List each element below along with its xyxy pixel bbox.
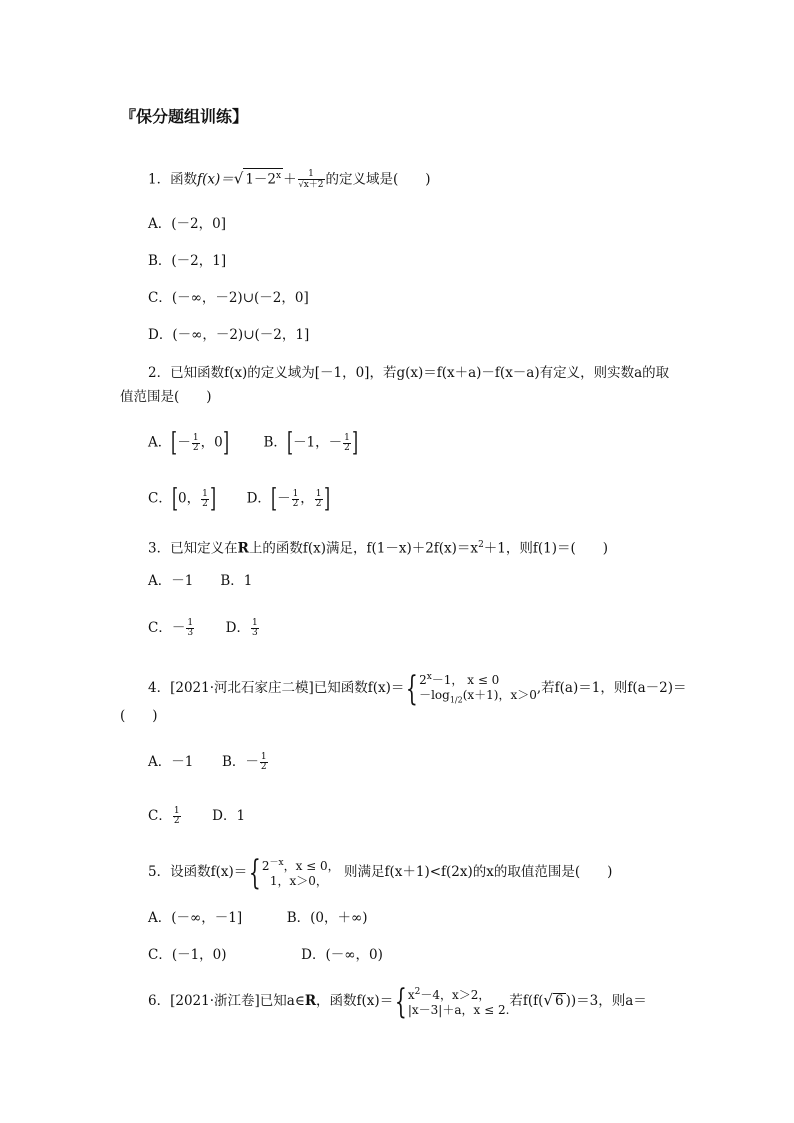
q2-d-num1: 1 xyxy=(292,488,299,499)
q2-a-fraction xyxy=(192,434,200,453)
q5-p1-exp: －x xyxy=(269,858,284,868)
question-1-stem xyxy=(148,168,431,190)
q5-p1-tail: ，x ≤ 0， xyxy=(283,859,340,873)
q2-d-label: D． xyxy=(246,490,271,507)
q1-radicand-text: 1－2 xyxy=(245,171,276,188)
q4-c-fraction xyxy=(173,807,181,826)
q6-p1-exp: 2 xyxy=(414,987,421,997)
q5-piece-2: 1，x＞0， xyxy=(269,874,328,888)
q6-p1-tail: －4，x＞2， xyxy=(420,988,491,1002)
q2-b-den: 2 xyxy=(344,442,350,453)
q6-real-set: R xyxy=(304,993,317,1009)
q6-tail-a: 若f(f( xyxy=(509,993,544,1009)
q6-tail-b: ))＝3，则a＝ xyxy=(565,993,647,1009)
left-bracket: [ xyxy=(171,484,178,514)
q5-p1-base: 2 xyxy=(261,859,270,873)
q1-text-a: 函数 xyxy=(170,171,198,188)
q5-piece-1 xyxy=(262,856,340,874)
q4-c-num: 1 xyxy=(173,806,180,816)
q2-d-fraction-1 xyxy=(292,490,300,509)
q3-c-den: 3 xyxy=(187,628,194,638)
q5-tail: 则满足f(x＋1)<f(2x)的x的取值范围是( ) xyxy=(343,864,613,880)
right-bracket: ] xyxy=(222,428,229,458)
q5-option-c: C．(－1，0) xyxy=(148,947,227,963)
q1-option-d: D．(－∞，－2)∪(－2，1] xyxy=(148,327,310,343)
q3-real-set: R xyxy=(237,540,249,557)
q4-options-cd xyxy=(148,806,245,826)
q4-options-ab xyxy=(148,752,269,772)
q4-p1-base: 2 xyxy=(419,673,427,687)
q2-c-head: 0， xyxy=(178,490,201,507)
q1-frac-num: 1 xyxy=(308,169,314,179)
q1-radicand xyxy=(243,168,283,187)
q5-options-ab xyxy=(148,908,368,928)
q2-d-den2: 2 xyxy=(315,498,322,509)
q4-b-den: 2 xyxy=(260,762,267,772)
sqrt-symbol: √ xyxy=(543,991,553,1009)
q4-piecewise xyxy=(419,670,537,707)
q6-head: 6．[2021·浙江卷]已知a∈ xyxy=(148,993,305,1009)
piecewise-brace: { xyxy=(249,852,262,893)
q2-a-num: 1 xyxy=(192,432,199,443)
q4-piece-2 xyxy=(419,688,537,707)
q4-b-fraction xyxy=(260,753,268,772)
q5-option-a: A．(－∞，－1] xyxy=(148,910,243,926)
q4-c-den: 2 xyxy=(173,816,180,826)
piecewise-brace: { xyxy=(395,981,407,1022)
q2-d-sep: ， xyxy=(300,490,314,507)
right-bracket: ] xyxy=(209,484,216,514)
q3-d-den: 3 xyxy=(252,628,258,638)
q1-text-b: 的定义域是( ) xyxy=(325,171,431,188)
q4-piece-1 xyxy=(419,670,537,688)
right-bracket: ] xyxy=(323,484,330,514)
q5-stem xyxy=(148,852,613,893)
q4-p1-exp: x xyxy=(426,672,432,682)
q3-d-fraction xyxy=(251,619,259,638)
q2-b-fraction xyxy=(343,434,351,453)
q6-mid: ，函数f(x)＝ xyxy=(316,993,394,1009)
q4-b-label: B．－ xyxy=(221,754,259,770)
q1-fraction xyxy=(298,170,325,190)
q6-piece-2: |x－3|＋a，x ≤ 2. xyxy=(407,1003,510,1017)
right-bracket: ] xyxy=(351,428,359,458)
q1-frac-den: √x＋2 xyxy=(298,180,324,190)
q2-b-label: B． xyxy=(263,434,287,451)
left-bracket: [ xyxy=(286,428,294,458)
q4-stem xyxy=(148,670,687,707)
q3-d-label: D． xyxy=(225,620,250,636)
q5-head: 5．设函数f(x)＝ xyxy=(148,864,248,880)
q2-b-num: 1 xyxy=(344,432,350,443)
q2-a-tail: ，0 xyxy=(200,434,223,451)
q2-options-cd xyxy=(148,486,330,512)
q3-tail-a: 上的函数f(x)满足，f(1－x)＋2f(x)＝x xyxy=(248,540,479,557)
q3-c-num: 1 xyxy=(187,618,194,628)
q5-options-cd xyxy=(148,945,383,965)
q2-c-num: 1 xyxy=(202,488,208,499)
sqrt-symbol: √ xyxy=(233,169,244,188)
q4-b-num: 1 xyxy=(260,752,267,762)
q2-d-fraction-2 xyxy=(315,490,323,509)
q5-piecewise xyxy=(262,856,340,889)
q1-option-a: A．(－2，0] xyxy=(148,216,226,232)
q2-a-label: A． xyxy=(148,434,172,451)
q1-plus: ＋ xyxy=(283,171,297,188)
q4-p1-tail: －1， x ≤ 0 xyxy=(431,673,500,687)
q5-option-b: B．(0，＋∞) xyxy=(286,910,368,926)
q1-number: 1． xyxy=(148,171,171,188)
q2-b-head: －1，－ xyxy=(293,434,343,451)
q6-stem xyxy=(148,981,647,1022)
q1-option-b: B．(－2，1] xyxy=(148,253,227,269)
q4-c-label: C． xyxy=(148,808,172,824)
q4-p2-log: －log xyxy=(419,688,450,702)
q1-exponent: x xyxy=(276,171,282,181)
q3-tail-b: ＋1，则f(1)＝( ) xyxy=(483,540,609,557)
q2-a-neg: － xyxy=(177,434,191,451)
q2-a-den: 2 xyxy=(192,442,199,453)
section-title: 『保分题组训练】 xyxy=(120,107,249,126)
q2-options-ab xyxy=(148,430,358,456)
q6-piece-1 xyxy=(408,985,510,1003)
q4-option-a: A．－1 xyxy=(148,754,194,770)
q1-function: f(x)＝ xyxy=(197,171,234,188)
q2-c-fraction xyxy=(201,490,209,509)
q5-option-d: D．(－∞，0) xyxy=(301,947,383,963)
q3-d-num: 1 xyxy=(252,618,258,628)
q1-option-c: C．(－∞，－2)∪(－2，0] xyxy=(148,290,309,306)
q6-p1-base: x xyxy=(407,988,415,1002)
q4-p2-base: 1/2 xyxy=(449,695,463,705)
q4-tail: ,若f(a)＝1，则f(a－2)＝ xyxy=(536,680,687,697)
q2-d-num2: 1 xyxy=(315,488,322,499)
q2-d-neg: － xyxy=(277,490,291,507)
q3-options-ab: A．－1 B．1 xyxy=(148,573,253,589)
q3-square: 2 xyxy=(478,540,484,550)
q1-frac-den-text: x＋2 xyxy=(303,180,324,190)
q4-stem-line2: ( ) xyxy=(120,708,158,724)
q3-c-label: C．－ xyxy=(148,620,186,636)
q3-stem xyxy=(148,535,608,559)
q3-options-cd xyxy=(148,618,260,638)
q2-stem-line2: 值范围是( ) xyxy=(120,389,212,405)
q3-c-fraction xyxy=(186,619,194,638)
q4-p2-tail: (x＋1)，x＞0 xyxy=(462,688,537,702)
q2-d-den1: 2 xyxy=(292,498,299,509)
q6-piecewise xyxy=(408,985,510,1018)
left-bracket: [ xyxy=(171,428,178,458)
q6-sqrt-value: 6 xyxy=(554,993,564,1009)
q4-option-d: D．1 xyxy=(212,808,246,824)
left-bracket: [ xyxy=(270,484,278,514)
q2-c-label: C． xyxy=(148,490,172,507)
q2-stem-line1: 2．已知函数f(x)的定义域为[－1，0]，若g(x)＝f(x＋a)－f(x－a)有定义，则实数a的取 xyxy=(148,365,670,381)
piecewise-brace: { xyxy=(406,668,419,709)
q4-head: 4．[2021·河北石家庄二模]已知函数f(x)＝ xyxy=(148,680,405,697)
q3-head: 3．已知定义在 xyxy=(148,540,238,557)
q2-c-den: 2 xyxy=(202,498,208,509)
